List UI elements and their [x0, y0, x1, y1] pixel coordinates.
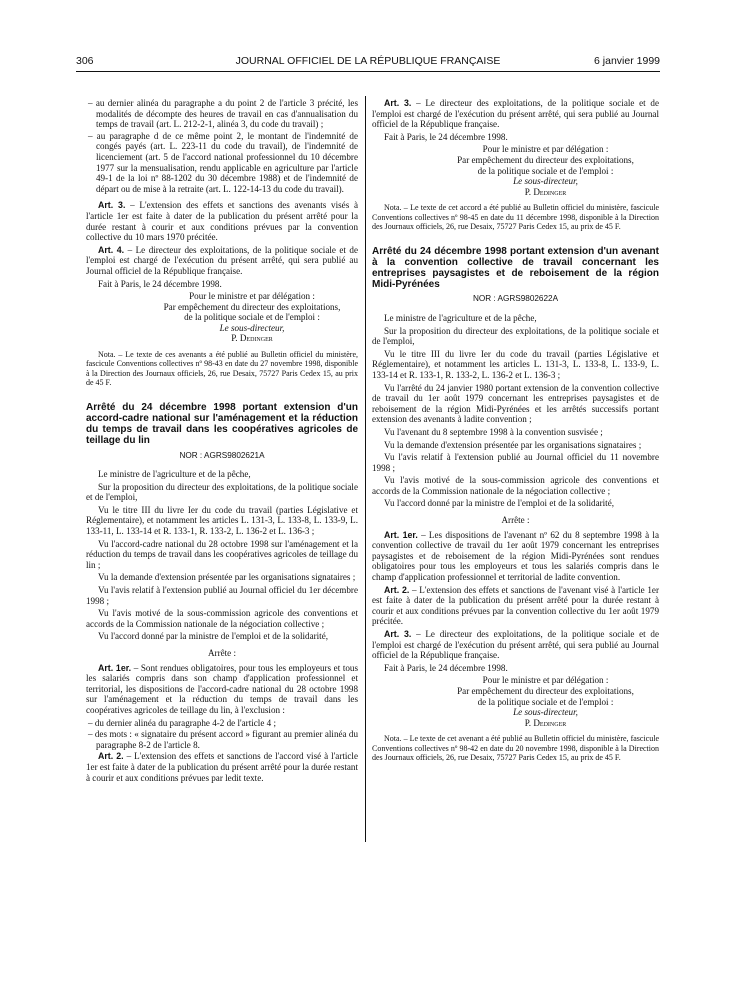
arrete-heading: Arrête : — [207, 648, 237, 658]
visa-line: Vu l'avis relatif à l'extension publié au Journal officiel du 1er décembre 1998 ; — [86, 585, 358, 606]
footnote: Nota. – Le texte de cet accord a été publié au Bulletin officiel du ministère, fascicule Conventions collectives nº 98-45 en date du 11 décembre 1998, disponible à la Direction des Journaux officiels, 26, rue Desaix, 75727 Paris Cedex 15, au prix de 45 F. — [372, 203, 659, 232]
nor-reference: NOR : AGRS9802622A — [472, 294, 559, 304]
visa-line: Sur la proposition du directeur des exploitations, de la politique sociale et de l'emploi, — [372, 325, 659, 347]
visa-line: Vu l'avis relatif à l'extension publié au Journal officiel du 11 novembre 1998 ; — [372, 452, 659, 473]
article-1 — [372, 530, 659, 583]
visa-line: Vu le titre III du livre Ier du code du travail (parties Législative et Réglementaire), et notamment les articles L. 131-3, L. 133-8, L. 133-9, L. 133-11, L. 133-14 et R. 133-1, R. 133-2, L. 136-2 et L. 136-3 ; — [86, 504, 358, 537]
visa-line: Vu l'accord-cadre national du 28 octobre 1998 sur l'aménagement et la réduction du temps de travail dans les coopératives agricoles de teillage du lin ; — [86, 538, 358, 570]
article-2 — [372, 585, 659, 627]
article-1 — [86, 663, 358, 716]
article-text: – Les dispositions de l'avenant nº 62 du 8 septembre 1998 à la convention collective de travail du 1er août 1979 concernant les entreprises paysagistes et de reboisement de la région Midi-Pyrénées sont rendues obligatoires pour tous les employeurs et tous les salariés compris dans le champ d'application professionnel et territorial de ladite convention. — [372, 529, 659, 583]
visa-line: Vu l'arrêté du 24 janvier 1980 portant extension de la convention collective de travail du 1er août 1979 concernant les entreprises paysagistes et de reboisement de la région Midi-Pyrénées et les arrêtés successifs portant extension des avenants à ladite convention ; — [372, 382, 659, 425]
article-text: – Le directeur des exploitations, de la politique sociale et de l'emploi est chargé de l'exécution du présent arrêté, qui sera publié au Journal officiel de la République française. — [372, 98, 660, 130]
column-divider — [365, 96, 366, 842]
signing-place-date: Fait à Paris, le 24 décembre 1998. — [384, 662, 508, 673]
list-item: – du dernier alinéa du paragraphe 4-2 de l'article 4 ; — [88, 717, 276, 728]
signature-line: Pour le ministre et par délégation : — [482, 144, 609, 155]
visa-line: Vu l'avis motivé de la sous-commission agricole des conventions et accords de la Commission nationale de la négociation collective ; — [86, 608, 358, 629]
article-2 — [86, 751, 358, 783]
page-header — [76, 55, 660, 69]
article-3 — [372, 629, 659, 661]
journal-title: JOURNAL OFFICIEL DE LA RÉPUBLIQUE FRANÇAISE — [235, 55, 501, 67]
list-item: – des mots : « signataire du présent accord » figurant au premier alinéa du paragraphe 8-2 de l'article 8. — [88, 729, 358, 750]
right-column — [372, 98, 659, 765]
visa-line: Vu la demande d'extension présentée par les organisations signataires ; — [98, 572, 356, 583]
signature-line: de la politique sociale et de l'emploi : — [184, 312, 320, 323]
article-label: Art. 3. — [98, 200, 126, 211]
footnote: Nota. – Le texte de ces avenants a été publié au Bulletin officiel du ministère, fascicule Conventions collectives nº 98-43 en date du 27 novembre 1998, disponible à la Direction des Journaux officiels, 26, rue Desaix, 75727 Paris Cedex 15, au prix de 45 F. — [86, 350, 358, 388]
article-text: – Sont rendues obligatoires, pour tous les employeurs et tous les salariés compris dans son champ d'application professionnel et territorial, les dispositions de l'accord-cadre national du 28 octobre 1998 sur l'aménagement et la réduction du temps de travail dans les coopératives agricoles de teillage du lin, à l'exclusion : — [86, 662, 359, 715]
signature-line: de la politique sociale et de l'emploi : — [477, 165, 614, 176]
article-text: – L'extension des effets et sanctions des avenants visés à l'article 1er est faite à dater de la publication du présent arrêté pour la durée restant à courir et aux conditions prévues par la convention collective du 10 mars 1970 précitée. — [86, 200, 358, 243]
nor-reference: NOR : AGRS9802621A — [179, 450, 265, 460]
left-column — [86, 98, 358, 785]
visa-line: Vu l'avenant du 8 septembre 1998 à la convention susvisée ; — [384, 426, 603, 437]
list-item: – au paragraphe d de ce même point 2, le montant de l'indemnité de congés payés (art. L. 223-11 du code du travail), de l'indemnité de licenciement (art. 5 de l'accord national professionnel du 10 décembre 1977 sur la mensualisation, rendu applicable en agriculture par l'article 49-1 de la loi nº 88-1202 du 30 décembre 1988) et de l'indemnité de départ ou de mise à la retraite (art. L. 122-14-13 du code du travail). — [88, 130, 358, 194]
visa-line: Sur la proposition du directeur des exploitations, de la politique sociale et de l'emploi, — [86, 481, 358, 503]
signature-line: Pour le ministre et par délégation : — [189, 291, 315, 302]
article-text: – L'extension des effets et sanctions de l'accord visé à l'article 1er est faite à dater de la publication du présent arrêté pour la durée restant à courir et aux conditions prévues par ledit texte. — [86, 751, 358, 783]
list-item: – au dernier alinéa du paragraphe a du point 2 de l'article 3 précité, les modalités de décompte des heures de travail en cas d'annualisation du temps de travail (art. L. 212-2-1, alinéa 3, du code du travail) ; — [88, 98, 358, 130]
signing-place-date: Fait à Paris, le 24 décembre 1998. — [384, 131, 508, 142]
article-label: Art. 2. — [98, 751, 124, 762]
visa-line: Vu la demande d'extension présentée par les organisations signataires ; — [384, 439, 642, 450]
signature-line: Pour le ministre et par délégation : — [482, 675, 609, 686]
article-text: – Le directeur des exploitations, de la politique sociale et de l'emploi est chargé de l'exécution du présent arrêté, qui sera publié au Journal officiel de la République française. — [372, 629, 660, 661]
article-3 — [86, 200, 358, 242]
signing-place-date: Fait à Paris, le 24 décembre 1998. — [98, 278, 222, 289]
footnote: Nota. – Le texte de cet avenant a été publié au Bulletin officiel du ministère, fascicule Conventions collectives nº 98-42 en date du 20 novembre 1998, disponible à la Direction des Journaux officiels, 26, rue Desaix, 75727 Paris Cedex 15, au prix de 45 F. — [372, 734, 659, 763]
visa-line: Vu l'accord donné par la ministre de l'emploi et de la solidarité, — [384, 498, 614, 509]
page-number: 306 — [76, 55, 94, 67]
decree-intro: Le ministre de l'agriculture et de la pêche, — [98, 469, 251, 480]
article-text: – Le directeur des exploitations, de la politique sociale et de l'emploi est chargé de l'exécution du présent arrêté, qui sera publié au Journal officiel de la République française. — [86, 244, 359, 276]
article-text: – L'extension des effets et sanctions de l'avenant visé à l'article 1er est faite à dater de la publication du présent arrêté pour la durée restant à courir et aux conditions prévues par la convention collective du 1er août 1979 précitée. — [372, 584, 659, 627]
signatory-name: P. Dedinger — [524, 186, 567, 197]
article-4 — [86, 245, 358, 277]
visa-line: Vu le titre III du livre Ier du code du travail (parties Législative et Réglementaire), et notamment les articles L. 131-3, L. 133-8, L. 133-9, L. 133-14 et R. 133-1, R. 133-2, L. 136-2 et L. 136-3 ; — [372, 348, 659, 380]
decree-title: Arrêté du 24 décembre 1998 portant extension d'un accord-cadre national sur l'aménagement et la réduction du temps de travail dans les coopératives agricoles de teillage du lin — [86, 401, 358, 447]
arrete-heading: Arrête : — [501, 515, 530, 526]
article-label: Art. 1er. — [384, 529, 418, 540]
article-label: Art. 2. — [384, 584, 410, 595]
signature-line: Par empêchement du directeur des exploitations, — [457, 685, 634, 696]
issue-date: 6 janvier 1999 — [594, 55, 660, 67]
signature-line: Le sous-directeur, — [513, 707, 578, 718]
signatory-name: P. Dedinger — [231, 333, 273, 344]
signatory-name: P. Dedinger — [524, 717, 567, 728]
article-3 — [372, 98, 659, 130]
decree-intro: Le ministre de l'agriculture et de la pêche, — [384, 312, 537, 323]
visa-line: Vu l'avis motivé de la sous-commission agricole des conventions et accords de la Commission nationale de la négociation collective ; — [372, 475, 659, 496]
visa-line: Vu l'accord donné par la ministre de l'emploi et de la solidarité, — [98, 631, 328, 642]
signature-line: Par empêchement du directeur des exploitations, — [163, 301, 341, 312]
signature-line: Par empêchement du directeur des exploitations, — [457, 154, 634, 165]
decree-title: Arrêté du 24 décembre 1998 portant extension d'un avenant à la convention collective de travail concernant les entreprises paysagistes et de reboisement de la région Midi-Pyrénées — [372, 245, 659, 291]
signature-line: de la politique sociale et de l'emploi : — [477, 696, 614, 707]
article-label: Art. 4. — [98, 244, 125, 255]
signature-line: Le sous-directeur, — [513, 176, 578, 187]
article-label: Art. 1er. — [98, 662, 132, 673]
header-rule — [76, 71, 660, 72]
signature-line: Le sous-directeur, — [219, 322, 285, 333]
article-label: Art. 3. — [384, 98, 412, 108]
article-label: Art. 3. — [384, 629, 412, 639]
